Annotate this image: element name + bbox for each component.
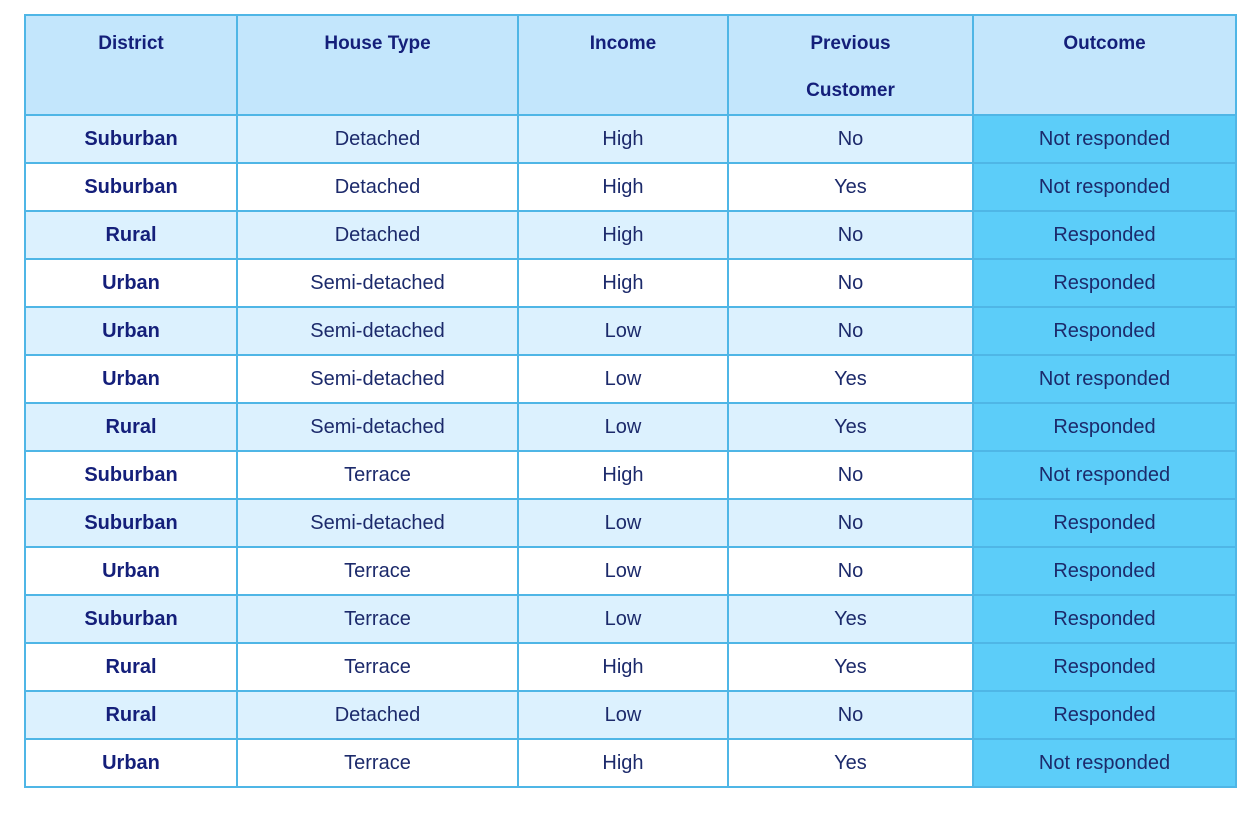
cell-income: Low [518, 499, 728, 547]
cell-previous-customer: No [728, 307, 973, 355]
table-row [25, 355, 1236, 403]
header-outcome-label: Outcome [1063, 33, 1146, 54]
cell-house-type: Semi-detached [237, 403, 518, 451]
table-row [25, 259, 1236, 307]
cell-district: Suburban [25, 451, 237, 499]
cell-district: Urban [25, 307, 237, 355]
cell-district: Urban [25, 739, 237, 787]
cell-outcome: Responded [973, 595, 1236, 643]
cell-outcome: Responded [973, 403, 1236, 451]
cell-house-type: Terrace [237, 643, 518, 691]
cell-outcome: Responded [973, 643, 1236, 691]
cell-income: High [518, 643, 728, 691]
cell-previous-customer: No [728, 499, 973, 547]
cell-district: Urban [25, 355, 237, 403]
cell-district: Suburban [25, 163, 237, 211]
header-row [25, 15, 1236, 115]
cell-district: Suburban [25, 115, 237, 163]
cell-income: Low [518, 547, 728, 595]
table-row [25, 739, 1236, 787]
table-row [25, 595, 1236, 643]
header-house-type-label: House Type [324, 33, 431, 54]
header-district-label: District [98, 33, 164, 54]
cell-income: High [518, 211, 728, 259]
cell-outcome: Responded [973, 499, 1236, 547]
cell-house-type: Terrace [237, 739, 518, 787]
cell-house-type: Detached [237, 115, 518, 163]
header-previous-customer-line2: Customer [806, 80, 895, 101]
cell-outcome: Responded [973, 307, 1236, 355]
cell-house-type: Detached [237, 163, 518, 211]
cell-previous-customer: No [728, 691, 973, 739]
table-row [25, 211, 1236, 259]
cell-income: High [518, 163, 728, 211]
cell-house-type: Semi-detached [237, 307, 518, 355]
cell-income: Low [518, 355, 728, 403]
header-outcome [973, 15, 1236, 115]
cell-previous-customer: No [728, 547, 973, 595]
header-income [518, 15, 728, 115]
cell-outcome: Responded [973, 259, 1236, 307]
cell-previous-customer: No [728, 211, 973, 259]
cell-district: Rural [25, 643, 237, 691]
header-income-label: Income [589, 33, 657, 54]
header-previous-customer-line1: Previous [810, 33, 891, 54]
cell-income: High [518, 739, 728, 787]
cell-outcome: Not responded [973, 115, 1236, 163]
cell-income: High [518, 259, 728, 307]
cell-previous-customer: Yes [728, 643, 973, 691]
table-header [25, 15, 1236, 115]
cell-income: Low [518, 691, 728, 739]
customer-response-table [24, 14, 1237, 788]
cell-district: Suburban [25, 595, 237, 643]
table-row [25, 643, 1236, 691]
cell-outcome: Responded [973, 691, 1236, 739]
cell-district: Suburban [25, 499, 237, 547]
cell-outcome: Not responded [973, 739, 1236, 787]
header-previous-customer [728, 15, 973, 115]
cell-district: Rural [25, 691, 237, 739]
cell-house-type: Semi-detached [237, 499, 518, 547]
cell-house-type: Detached [237, 691, 518, 739]
cell-previous-customer: Yes [728, 403, 973, 451]
table-row [25, 691, 1236, 739]
cell-house-type: Semi-detached [237, 259, 518, 307]
cell-income: High [518, 451, 728, 499]
cell-outcome: Responded [973, 547, 1236, 595]
table-row [25, 163, 1236, 211]
header-house-type [237, 15, 518, 115]
cell-district: Urban [25, 547, 237, 595]
cell-outcome: Responded [973, 211, 1236, 259]
cell-house-type: Terrace [237, 451, 518, 499]
cell-outcome: Not responded [973, 355, 1236, 403]
cell-income: Low [518, 403, 728, 451]
cell-outcome: Not responded [973, 451, 1236, 499]
cell-previous-customer: Yes [728, 163, 973, 211]
table-row [25, 403, 1236, 451]
cell-income: Low [518, 595, 728, 643]
cell-income: High [518, 115, 728, 163]
cell-previous-customer: No [728, 115, 973, 163]
cell-previous-customer: Yes [728, 739, 973, 787]
cell-house-type: Terrace [237, 595, 518, 643]
cell-house-type: Detached [237, 211, 518, 259]
cell-previous-customer: Yes [728, 355, 973, 403]
cell-district: Urban [25, 259, 237, 307]
cell-income: Low [518, 307, 728, 355]
table-row [25, 307, 1236, 355]
cell-district: Rural [25, 403, 237, 451]
cell-house-type: Semi-detached [237, 355, 518, 403]
header-district [25, 15, 237, 115]
table-row [25, 499, 1236, 547]
cell-previous-customer: Yes [728, 595, 973, 643]
cell-previous-customer: No [728, 451, 973, 499]
cell-house-type: Terrace [237, 547, 518, 595]
cell-district: Rural [25, 211, 237, 259]
table-row [25, 451, 1236, 499]
cell-outcome: Not responded [973, 163, 1236, 211]
table-body [25, 115, 1236, 787]
table-row [25, 115, 1236, 163]
cell-previous-customer: No [728, 259, 973, 307]
data-table-container [24, 14, 1235, 788]
table-row [25, 547, 1236, 595]
